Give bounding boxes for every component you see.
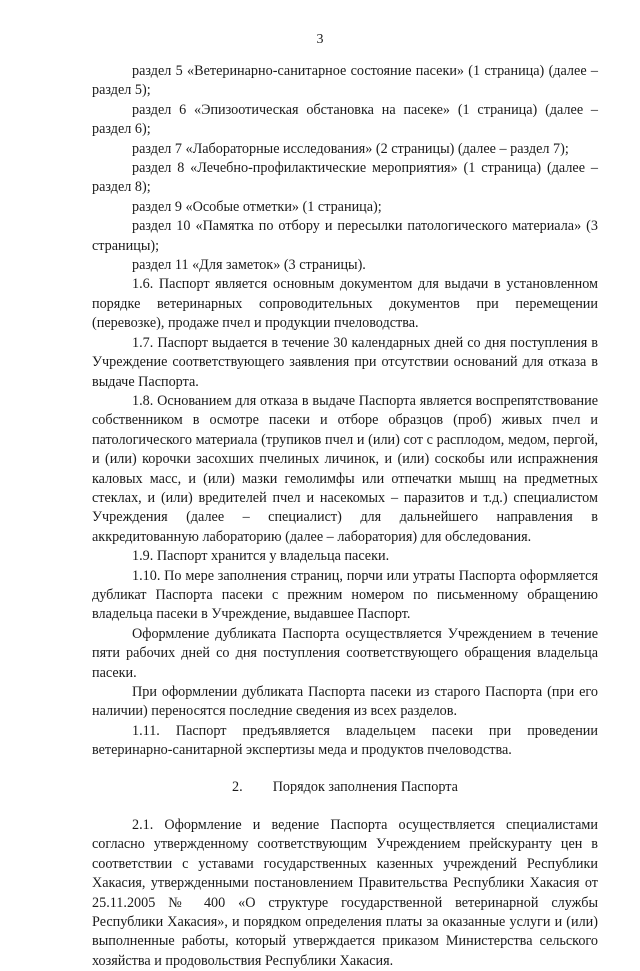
paragraph-duplicate-transfer: При оформлении дубликата Паспорта пасеки из старого Паспорта (при его наличии) переносятся последние сведения из всех разделов. [92, 684, 598, 720]
paragraph-section-6: раздел 6 «Эпизоотическая обстановка на пасеке» (1 страница) (далее – раздел 6); [92, 101, 598, 138]
paragraph-1-6: 1.6. Паспорт является основным документом для выдачи в установленном порядке ветеринарных сопроводительных документов при перемещении (перевозке), продаже пчел и продукции пчеловодства. [92, 276, 598, 332]
paragraph-1-8: 1.8. Основанием для отказа в выдаче Паспорта является воспрепятствование собственником в осмотре пасеки и отборе образцов (проб) живых пчел и патологического материала (трупиков пчел и (или) сот с расплодом, медом, пергой, и (или) корочки засохших пчелиных личинок, и (или) соскобы или испражнения каловых масс, и (или) мазки гемолимфы или отпечатки мышц на предметных стеклах, и (или) вредителей пчел и насекомых – паразитов и т.д.) специалистом Учреждения (далее – специалист) для дальнейшего направления в аккредитованную лабораторию (далее – лаборатория) для обследования. [92, 392, 598, 545]
paragraph-section-11: раздел 11 «Для заметок» (3 страницы). [132, 257, 366, 274]
paragraph-section-10: раздел 10 «Памятка по отбору и пересылки патологического материала» (3 страницы); [92, 218, 598, 254]
paragraph-2-1: 2.1. Оформление и ведение Паспорта осуществляется специалистами согласно утвержденному соответствующим Учреждением прейскуранту цен в соответствии с уставами государственных казенных учреждений Республики Хакасия, утвержденными постановлением Правительства Республики Хакасия от 25.11.2005 № 400 «О структуре государственной ветеринарной службы Республики Хакасия», и порядком определения платы за оказанные услуги и (или) выполненные работы, который утверждается приказом Министерства сельского хозяйства и продовольствия Республики Хакасия. [92, 817, 598, 969]
paragraph-1-9: 1.9. Паспорт хранится у владельца пасеки. [132, 548, 390, 565]
paragraph-section-9: раздел 9 «Особые отметки» (1 страница); [132, 198, 382, 215]
paragraph-section-5: раздел 5 «Ветеринарно-санитарное состояние пасеки» (1 страница) (далее – раздел 5); [92, 63, 598, 99]
paragraph-1-7: 1.7. Паспорт выдается в течение 30 календарных дней со дня поступления в Учреждение соответствующего заявления при отсутствии оснований для отказа в выдаче Паспорта. [92, 334, 598, 390]
document-body [92, 62, 598, 971]
section-heading-number: 2. [232, 778, 243, 795]
paragraph-1-10: 1.10. По мере заполнения страниц, порчи или утраты Паспорта оформляется дубликат Паспорта пасеки с прежним номером по письменному обращению владельца пасеки в Учреждение, выдавшее Паспорт. [92, 567, 598, 623]
paragraph-section-7: раздел 7 «Лабораторные исследования» (2 страницы) (далее – раздел 7); [132, 140, 569, 157]
paragraph-duplicate-issuance: Оформление дубликата Паспорта осуществляется Учреждением в течение пяти рабочих дней со дня поступления соответствующего обращения владельца пасеки. [92, 625, 598, 681]
section-heading-title: Порядок заполнения Паспорта [272, 778, 458, 795]
paragraph-section-8: раздел 8 «Лечебно-профилактические мероприятия» (1 страница) (далее – раздел 8); [92, 160, 598, 196]
page-number: 3 [316, 32, 324, 47]
section-heading [92, 778, 598, 797]
paragraph-1-11: 1.11. Паспорт предъявляется владельцем пасеки при проведении ветеринарно-санитарной экспертизы меда и продуктов пчеловодства. [92, 722, 598, 759]
